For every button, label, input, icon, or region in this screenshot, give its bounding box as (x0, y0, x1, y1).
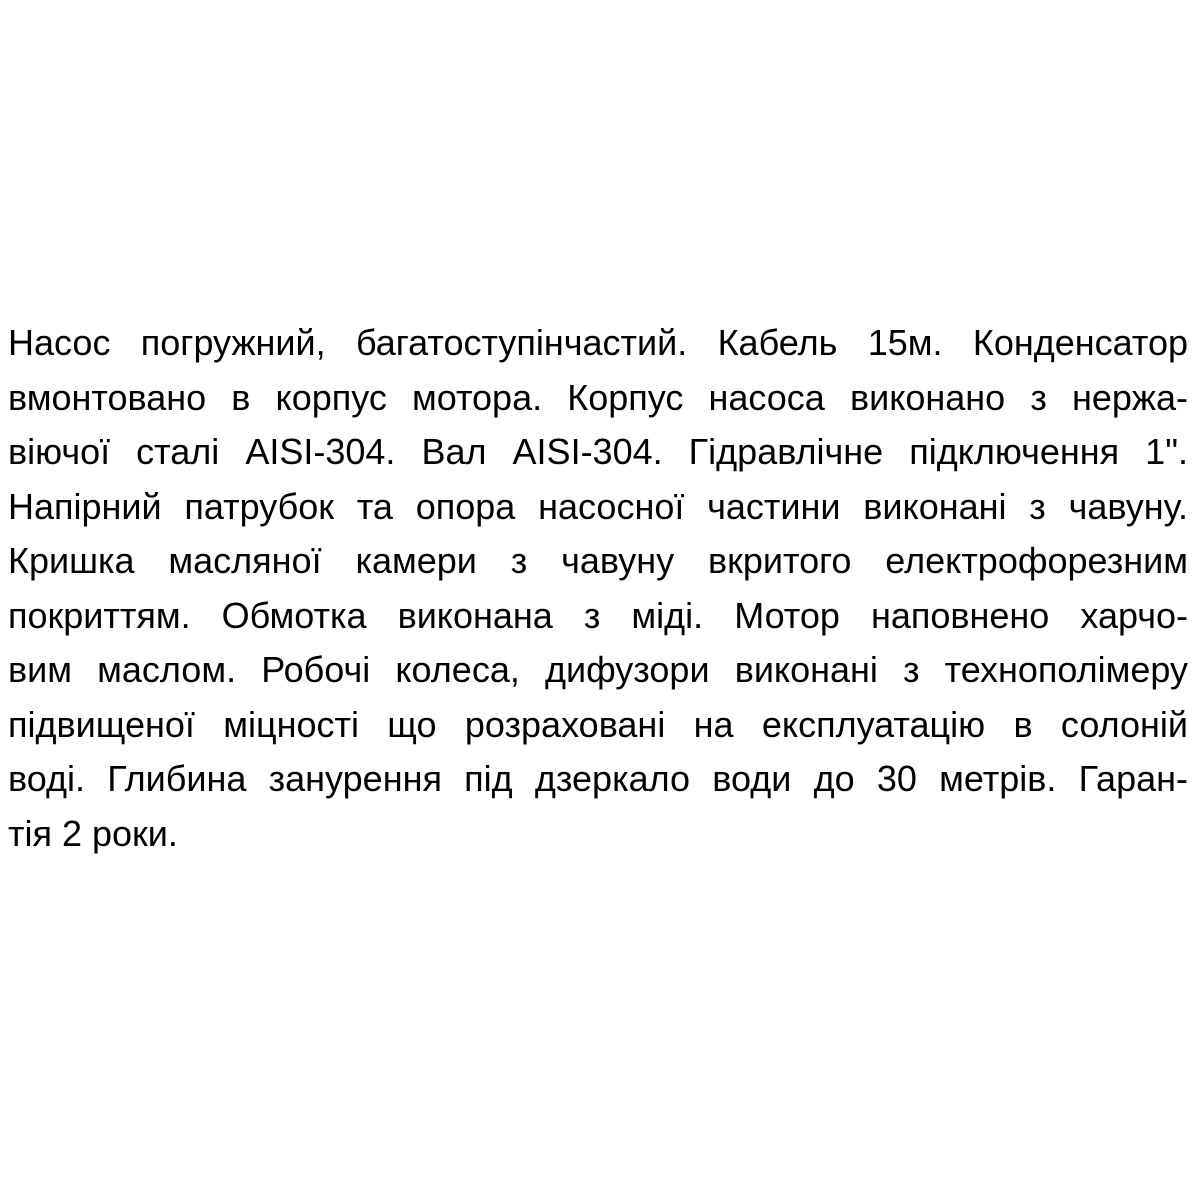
description-line: воді. Глибина занурення під дзеркало води до 30 метрів. Гаран- (8, 758, 1188, 799)
description-line: вим маслом. Робочі колеса, дифузори виконані з технополімеру (8, 649, 1188, 690)
description-line: Кришка масляної камери з чавуну вкритого електрофорезним (8, 540, 1188, 581)
description-line: Насос погружний, багатоступінчастий. Кабель 15м. Конденсатор (8, 322, 1188, 363)
description-line: вмонтовано в корпус мотора. Корпус насоса виконано з нержа- (8, 376, 1188, 418)
description-line: Напірний патрубок та опора насосної частини виконані з чавуну. (8, 485, 1188, 527)
description-line: тія 2 роки. (8, 812, 178, 854)
product-description (8, 316, 1188, 861)
description-line: підвищеної міцності що розраховані на експлуатацію в солоній (8, 703, 1188, 745)
description-line: віючої сталі AISI-304. Вал AISI-304. Гідравлічне підключення 1". (8, 431, 1188, 472)
description-line: покриттям. Обмотка виконана з міді. Мотор наповнено харчо- (8, 594, 1188, 636)
